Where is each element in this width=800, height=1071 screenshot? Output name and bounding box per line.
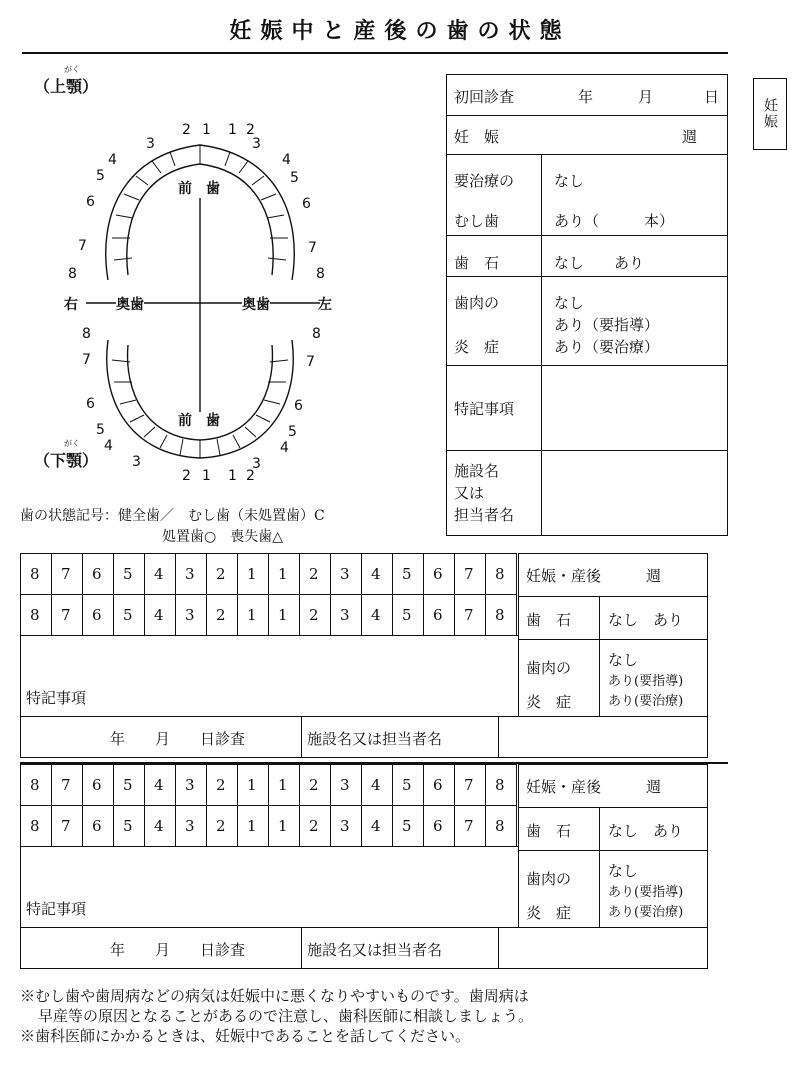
remarks-label: 特記事項 xyxy=(26,689,87,707)
tooth-number: 2 xyxy=(309,817,319,835)
tooth-number: 7 xyxy=(82,352,91,368)
lower-jaw-ruby: がく xyxy=(64,439,80,448)
tooth-number: 4 xyxy=(154,565,164,583)
facility-label-1: 施設名 xyxy=(454,462,500,480)
tooth-number: 3 xyxy=(340,776,350,794)
tooth-number: 6 xyxy=(294,398,303,414)
tooth-number: 6 xyxy=(92,817,102,835)
tartar-label: 歯 石 xyxy=(454,254,500,272)
tooth-number: 8 xyxy=(68,266,77,282)
tooth-number: 3 xyxy=(252,136,261,152)
needs-treatment-label-1: 要治療の xyxy=(454,172,515,190)
tooth-number: 8 xyxy=(30,606,40,624)
tooth-number: 1 xyxy=(278,776,288,794)
tooth-number: 7 xyxy=(464,817,474,835)
tooth-number: 2 xyxy=(182,468,191,484)
right-label: 右 xyxy=(64,297,78,313)
back-teeth-right-label: 奥歯 xyxy=(116,294,144,314)
tooth-number: 3 xyxy=(146,136,155,152)
tooth-number: 5 xyxy=(96,168,105,184)
remarks-cell xyxy=(20,846,519,928)
gum-none: なし xyxy=(608,862,639,880)
front-teeth-upper-label: 前 歯 xyxy=(178,181,220,197)
needs-treatment-label-2: むし歯 xyxy=(454,212,500,230)
tooth-number: 4 xyxy=(371,565,381,583)
tooth-number: 7 xyxy=(464,776,474,794)
weeks-label: 妊娠・産後 週 xyxy=(526,567,662,585)
tooth-number: 5 xyxy=(402,776,412,794)
tooth-number: 7 xyxy=(464,606,474,624)
weeks-label: 妊娠・産後 週 xyxy=(526,778,662,796)
tooth-number: 6 xyxy=(86,396,95,412)
tooth-number: 4 xyxy=(371,606,381,624)
pregnancy-label: 妊 娠 xyxy=(454,128,500,146)
tooth-number: 6 xyxy=(433,817,443,835)
tooth-number: 1 xyxy=(278,817,288,835)
tooth-number: 6 xyxy=(92,776,102,794)
tooth-number: 1 xyxy=(228,122,237,138)
tooth-number: 8 xyxy=(30,817,40,835)
tartar-options: なし あり xyxy=(554,254,645,272)
facility-label-3: 担当者名 xyxy=(454,506,515,524)
tooth-number: 3 xyxy=(185,565,195,583)
exam-date-label: 年 月 日診査 xyxy=(110,941,246,959)
note-line-1: ※むし歯や歯周病などの病気は妊娠中に悪くなりやすいものです。歯周病は xyxy=(20,987,529,1005)
tooth-number: 8 xyxy=(30,776,40,794)
note-line-3: ※歯科医師にかかるときは、妊娠中であることを話してください。 xyxy=(20,1027,471,1045)
tartar-options: なし あり xyxy=(608,611,684,629)
gum-label-2: 炎 症 xyxy=(526,693,572,711)
tooth-number: 1 xyxy=(278,606,288,624)
first-exam-month: 月 xyxy=(638,88,654,106)
tooth-number: 1 xyxy=(228,468,237,484)
tooth-number: 2 xyxy=(216,817,226,835)
gum-none: なし xyxy=(554,294,585,312)
tooth-number: 5 xyxy=(290,170,299,186)
remarks-label: 特記事項 xyxy=(26,900,87,918)
tooth-number: 1 xyxy=(202,468,211,484)
gum-treatment: あり(要治療) xyxy=(608,905,684,920)
front-teeth-lower-label: 前 歯 xyxy=(178,413,220,429)
tooth-number: 3 xyxy=(252,456,261,472)
gum-label-2: 炎 症 xyxy=(454,338,500,356)
tooth-number: 6 xyxy=(433,606,443,624)
tooth-number: 4 xyxy=(371,776,381,794)
tooth-number: 7 xyxy=(61,776,71,794)
tooth-number: 1 xyxy=(247,606,257,624)
tooth-number: 3 xyxy=(185,606,195,624)
tooth-number: 4 xyxy=(154,817,164,835)
tooth-number: 7 xyxy=(61,565,71,583)
tooth-number: 5 xyxy=(402,606,412,624)
tooth-number: 5 xyxy=(402,565,412,583)
gum-treatment: あり(要治療) xyxy=(608,694,684,709)
tooth-number: 3 xyxy=(185,817,195,835)
tooth-number: 8 xyxy=(495,606,505,624)
tooth-number: 2 xyxy=(216,565,226,583)
tooth-number: 5 xyxy=(123,606,133,624)
gum-label-2: 炎 症 xyxy=(526,904,572,922)
tooth-number: 4 xyxy=(154,776,164,794)
tooth-number: 1 xyxy=(247,565,257,583)
tooth-number: 4 xyxy=(280,440,289,456)
tooth-number: 8 xyxy=(495,776,505,794)
tooth-number: 6 xyxy=(86,194,95,210)
tooth-number: 2 xyxy=(246,122,255,138)
first-exam-year: 年 xyxy=(578,88,594,106)
tooth-number: 5 xyxy=(288,424,297,440)
legend-line-1: 歯の状態記号：健全歯／ むし歯（未処置歯）C xyxy=(20,508,325,524)
note-line-2: 早産等の原因となることがあるので注意し、歯科医師に相談しましょう。 xyxy=(38,1007,534,1025)
tooth-number: 7 xyxy=(61,817,71,835)
gum-label-1: 歯肉の xyxy=(526,870,572,888)
tooth-number: 5 xyxy=(96,422,105,438)
tooth-number: 8 xyxy=(495,565,505,583)
pregnancy-weeks: 週 xyxy=(682,128,698,146)
tooth-number: 6 xyxy=(433,776,443,794)
tooth-number: 4 xyxy=(104,438,113,454)
tooth-number: 6 xyxy=(302,196,311,212)
gum-label-1: 歯肉の xyxy=(526,659,572,677)
tooth-number: 2 xyxy=(309,565,319,583)
tooth-number: 5 xyxy=(123,565,133,583)
upper-jaw-label: （上顎） xyxy=(34,77,99,96)
tooth-number: 4 xyxy=(282,152,291,168)
tooth-number: 2 xyxy=(216,606,226,624)
facility-label-2: 又は xyxy=(454,484,485,502)
tooth-number: 2 xyxy=(309,776,319,794)
gum-guidance: あり(要指導) xyxy=(608,674,684,689)
facility-label: 施設名又は担当者名 xyxy=(307,730,443,748)
tooth-number: 5 xyxy=(123,817,133,835)
remarks-label: 特記事項 xyxy=(454,400,515,418)
tooth-number: 3 xyxy=(340,606,350,624)
gum-label-1: 歯肉の xyxy=(454,294,500,312)
facility-label: 施設名又は担当者名 xyxy=(307,941,443,959)
tooth-number: 6 xyxy=(433,565,443,583)
tooth-number: 2 xyxy=(309,606,319,624)
tooth-number: 7 xyxy=(78,238,87,254)
tooth-number: 6 xyxy=(92,606,102,624)
tooth-number: 3 xyxy=(185,776,195,794)
first-exam-label: 初回診査 xyxy=(454,88,515,106)
tartar-label: 歯 石 xyxy=(526,822,572,840)
tooth-number: 8 xyxy=(316,266,325,282)
tooth-number: 8 xyxy=(312,326,321,342)
legend-line-2: 処置歯○ 喪失歯△ xyxy=(162,529,283,545)
tooth-number: 7 xyxy=(306,354,315,370)
tooth-number: 4 xyxy=(108,152,117,168)
gum-treatment: あり（要治療） xyxy=(554,338,660,356)
tooth-number: 4 xyxy=(154,606,164,624)
tooth-number: 1 xyxy=(278,565,288,583)
exam-date-label: 年 月 日診査 xyxy=(110,730,246,748)
gum-guidance: あり（要指導） xyxy=(554,316,660,334)
tooth-number: 1 xyxy=(247,776,257,794)
first-exam-day: 日 xyxy=(704,88,720,106)
tooth-number: 5 xyxy=(123,776,133,794)
tooth-number: 1 xyxy=(202,122,211,138)
caries-yes: あり（ 本） xyxy=(554,212,675,230)
left-label: 左 xyxy=(318,297,332,313)
tooth-number: 7 xyxy=(308,240,317,256)
tooth-number: 1 xyxy=(247,817,257,835)
tooth-number: 5 xyxy=(402,817,412,835)
tooth-number: 3 xyxy=(340,817,350,835)
tooth-number: 8 xyxy=(495,817,505,835)
gum-none: なし xyxy=(608,651,639,669)
gum-guidance: あり(要指導) xyxy=(608,885,684,900)
tooth-number: 6 xyxy=(92,565,102,583)
tooth-number: 3 xyxy=(340,565,350,583)
tooth-number: 2 xyxy=(216,776,226,794)
tooth-number: 8 xyxy=(30,565,40,583)
tooth-number: 2 xyxy=(182,122,191,138)
back-teeth-left-label: 奥歯 xyxy=(242,294,270,314)
tooth-number: 3 xyxy=(132,454,141,470)
tartar-options: なし あり xyxy=(608,822,684,840)
block-separator xyxy=(20,762,728,764)
tooth-number: 8 xyxy=(82,326,91,342)
tooth-number: 4 xyxy=(371,817,381,835)
tartar-label: 歯 石 xyxy=(526,611,572,629)
side-tab: 妊娠 xyxy=(753,78,787,150)
upper-jaw-ruby: がく xyxy=(64,65,80,74)
tooth-number: 7 xyxy=(61,606,71,624)
tooth-number: 2 xyxy=(246,468,255,484)
tooth-number: 7 xyxy=(464,565,474,583)
page-title: 妊娠中と産後の歯の状態 xyxy=(229,18,571,44)
lower-jaw-label: （下顎） xyxy=(34,451,99,470)
caries-none: なし xyxy=(554,172,585,190)
